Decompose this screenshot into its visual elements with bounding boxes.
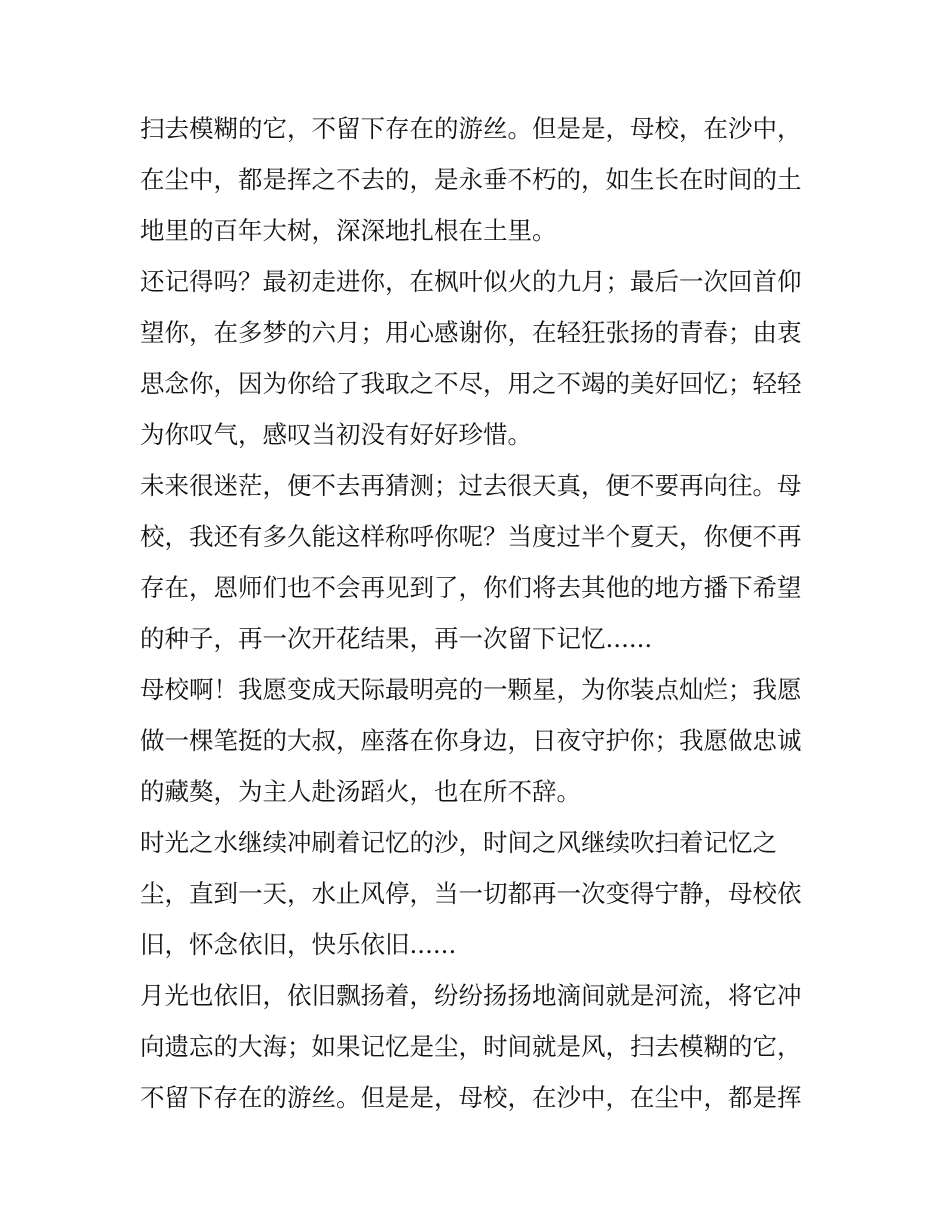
text-line: 望你，在多梦的六月；用心感谢你，在轻狂张扬的青春；由衷: [140, 318, 802, 347]
text-line: 母校啊！我愿变成天际最明亮的一颗星，为你装点灿烂；我愿: [140, 675, 802, 704]
text-line: 还记得吗？最初走进你，在枫叶似火的九月；最后一次回首仰: [140, 267, 802, 296]
text-line: 旧，怀念依旧，快乐依旧......: [140, 930, 457, 959]
text-line: 为你叹气，感叹当初没有好好珍惜。: [140, 420, 532, 449]
text-line: 扫去模糊的它，不留下存在的游丝。但是是，母校，在沙中，: [140, 114, 802, 143]
text-line: 存在，恩师们也不会再见到了，你们将去其他的地方播下希望: [140, 573, 802, 602]
text-line: 地里的百年大树，深深地扎根在土里。: [140, 216, 557, 245]
text-line: 向遗忘的大海；如果记忆是尘，时间就是风，扫去模糊的它，: [140, 1032, 802, 1061]
text-line: 月光也依旧，依旧飘扬着，纷纷扬扬地滴间就是河流，将它冲: [140, 981, 802, 1010]
text-line: 的藏獒，为主人赴汤蹈火，也在所不辞。: [140, 777, 581, 806]
text-line: 思念你，因为你给了我取之不尽，用之不竭的美好回忆；轻轻: [140, 369, 802, 398]
text-line: 不留下存在的游丝。但是是，母校，在沙中，在尘中，都是挥: [140, 1083, 802, 1112]
text-line: 在尘中，都是挥之不去的，是永垂不朽的，如生长在时间的土: [140, 165, 802, 194]
text-line: 的种子，再一次开花结果，再一次留下记忆......: [140, 624, 653, 653]
text-line: 校，我还有多久能这样称呼你呢？当度过半个夏天，你便不再: [140, 522, 802, 551]
text-line: 做一棵笔挺的大叔，座落在你身边，日夜守护你；我愿做忠诚: [140, 726, 802, 755]
text-line: 未来很迷茫，便不去再猜测；过去很天真，便不要再向往。母: [140, 471, 802, 500]
text-line: 时光之水继续冲刷着记忆的沙，时间之风继续吹扫着记忆之: [140, 828, 777, 857]
text-line: 尘，直到一天，水止风停，当一切都再一次变得宁静，母校依: [140, 879, 802, 908]
